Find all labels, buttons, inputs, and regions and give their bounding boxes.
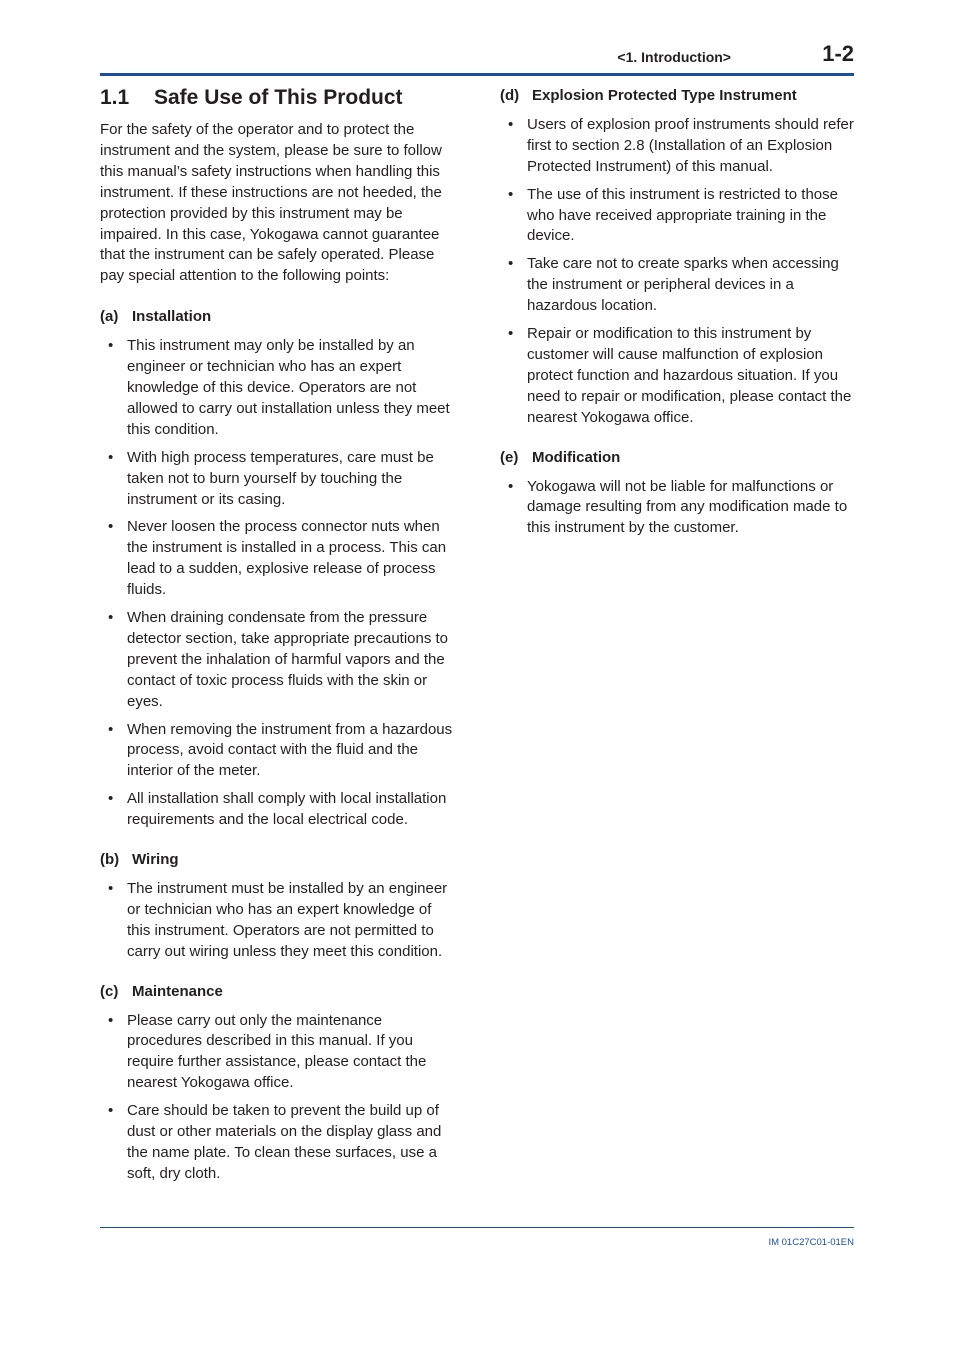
header-rule: [100, 73, 854, 76]
list-item: • Users of explosion proof instruments should refer first to section 2.8 (Installation of an Explosion Protected Instrument) of this manual.: [500, 115, 854, 178]
subsection-title: Installation: [132, 308, 212, 326]
list-item: • Care should be taken to prevent the build up of dust or other materials on the display glass and the name plate. To clean these surfaces, use a soft, dry cloth.: [100, 1101, 456, 1185]
document-number: IM 01C27C01-01EN: [768, 1237, 854, 1248]
subsection-letter: (d): [500, 87, 520, 104]
section-number: 1.1: [100, 86, 130, 109]
section-title-text: Safe Use of This Product: [154, 86, 403, 109]
chapter-header: <1. Introduction>: [617, 49, 731, 65]
list-item: • Yokogawa will not be liable for malfunctions or damage resulting from any modification made to this instrument by the customer.: [500, 477, 854, 540]
bullet-list: [500, 115, 854, 429]
footer-rule: [100, 1227, 854, 1228]
list-item: • The instrument must be installed by an engineer or technician who has an expert knowledge of this instrument. Operators are not permitted to carry out wiring unless they meet this condition.: [100, 879, 456, 963]
list-item: • When draining condensate from the pressure detector section, take appropriate precautions to prevent the inhalation of harmful vapors and the contact of toxic process fluids with the skin or eyes.: [100, 608, 456, 713]
list-item: • This instrument may only be installed by an engineer or technician who has an expert knowledge of this device. Operators are not allowed to carry out installation unless they meet this condition.: [100, 336, 456, 441]
subsection-installation: [100, 307, 456, 831]
subsection-title: Modification: [532, 448, 621, 466]
bullet-list: [500, 477, 854, 540]
subsection-heading: [100, 307, 456, 328]
subsection-title: Wiring: [132, 851, 179, 869]
list-item: • Never loosen the process connector nuts when the instrument is installed in a process. This can lead to a sudden, explosive release of process fluids.: [100, 517, 456, 601]
subsection-letter: (e): [500, 448, 519, 466]
subsection-wiring: [100, 850, 456, 963]
intro-paragraph: For the safety of the operator and to protect the instrument and the system, please be sure to follow this manual’s safety instructions when handling this instrument. If these instructions are not heeded, the protection provided by this instrument may be impaired. In this case, Yokogawa cannot guarantee that the instrument can be safely operated. Please pay special attention to the following points:: [100, 121, 442, 285]
subsection-letter: (a): [100, 308, 119, 326]
list-item: • The use of this instrument is restricted to those who have received appropriate training in the device.: [500, 185, 854, 248]
section-title: [100, 84, 456, 112]
list-item: • Take care not to create sparks when accessing the instrument or peripheral devices in a hazardous location.: [500, 254, 854, 317]
subsection-heading: [500, 86, 854, 107]
bullet-list: [100, 1011, 456, 1185]
subsection-letter: (c): [100, 982, 119, 1000]
list-item: • With high process temperatures, care must be taken not to burn yourself by touching the instrument or its casing.: [100, 448, 456, 511]
list-item: • Repair or modification to this instrument by customer will cause malfunction of explosion protect function and hazardous situation. If you need to repair or modification, please contact the nearest Yokogawa office.: [500, 324, 854, 429]
list-item: • When removing the instrument from a hazardous process, avoid contact with the fluid and the interior of the meter.: [100, 720, 456, 783]
list-item: • All installation shall comply with local installation requirements and the local electrical code.: [100, 789, 456, 831]
subsection-heading: [100, 982, 456, 1003]
subsection-heading: [500, 448, 854, 469]
subsection-title: Explosion Protected Type Instrument: [532, 87, 797, 104]
subsection-explosion-protected: [500, 86, 854, 429]
subsection-modification: [500, 448, 854, 540]
bullet-list: [100, 879, 456, 963]
list-item: • Please carry out only the maintenance procedures described in this manual. If you require further assistance, please contact the nearest Yokogawa office.: [100, 1011, 456, 1095]
right-column: [500, 86, 854, 558]
subsection-title: Maintenance: [132, 982, 223, 1000]
left-column: [100, 84, 456, 1204]
bullet-list: [100, 336, 456, 831]
subsection-maintenance: [100, 982, 456, 1185]
subsection-heading: [100, 850, 456, 871]
page-number: 1-2: [822, 41, 854, 66]
subsection-letter: (b): [100, 851, 120, 869]
